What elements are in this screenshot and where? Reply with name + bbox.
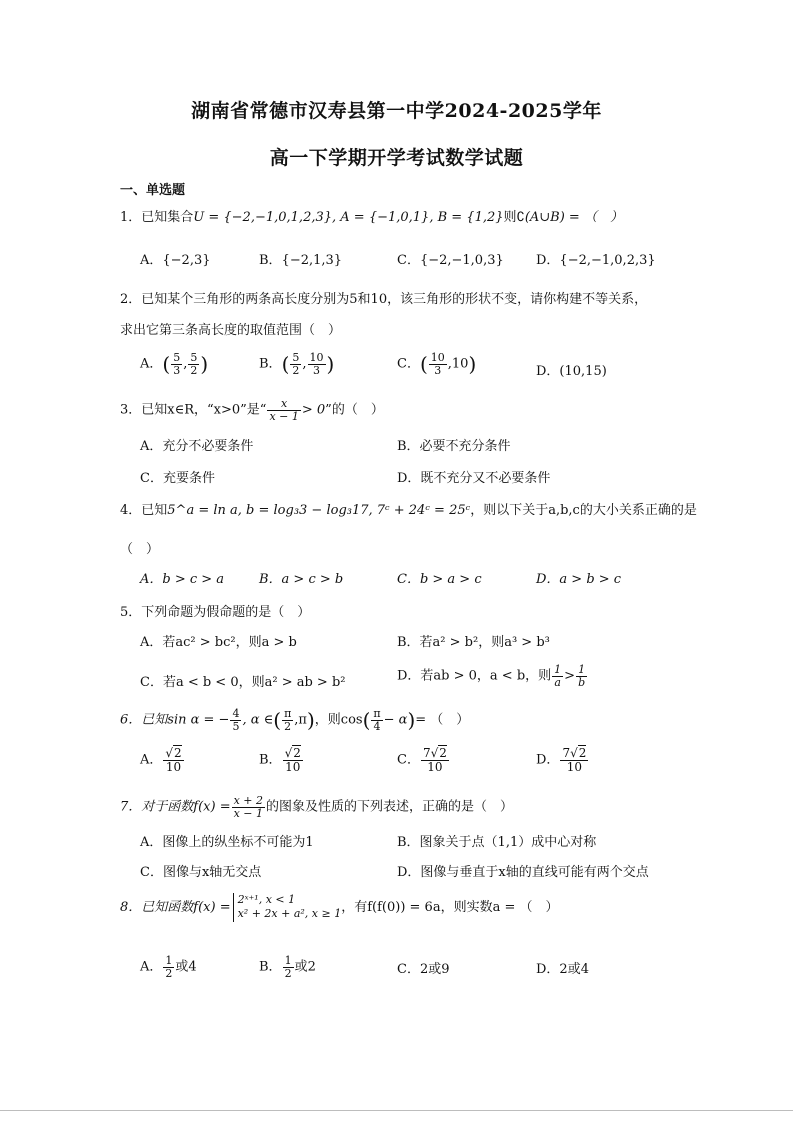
q4-option-c: C．b > a > c <box>397 572 482 587</box>
q8-option-d: D．2或4 <box>536 962 589 977</box>
q4-option-d: D．a > b > c <box>536 572 622 587</box>
q8-option-b: B． $\frac{1}{2}$ 或2 <box>259 954 316 980</box>
q1-tail2: (A∪B) = （ ） <box>524 210 623 225</box>
q6-stem: 6．已知sin α = − <box>120 712 230 728</box>
q6-option-a: A． $\frac{√2}{10}$ <box>140 746 182 774</box>
q6-tail: = （ ） <box>415 712 470 728</box>
q8-option-b-tail: 或2 <box>294 959 316 975</box>
question-1 <box>120 206 623 225</box>
q3-option-d: D．既不充分又不必要条件 <box>397 471 551 486</box>
q2-option-a: A．( $\frac{5}{3}$ , $\frac{5}{2}$ ) <box>140 351 209 377</box>
q1-option-c: C．{−2,−1,0,3} <box>397 253 504 268</box>
question-6: 6．已知sin α = − $\frac{4}{5}$ , α ∈( $\frac{\pi}{2}$ ,π)，则cos( $\frac{\pi}{4}$ − α)= （ ） <box>120 707 470 733</box>
q4-tail: ，则以下关于a,b,c的大小关系正确的是 <box>470 503 697 518</box>
q7-option-a: A．图像上的纵坐标不可能为1 <box>140 835 314 850</box>
q8-case-1: 2ˣ⁺¹, x < 1 <box>237 893 296 906</box>
q2-option-c-label: C． <box>397 356 420 372</box>
q7-stem: 7．对于函数f(x) = <box>120 799 231 815</box>
q8-case-2: x² + 2x + a², x ≥ 1 <box>237 907 342 921</box>
q8-option-a: A． $\frac{1}{2}$ 或4 <box>140 954 197 980</box>
footer-divider <box>0 1110 793 1111</box>
q8-tail: ，有f(f(0)) = 6a，则实数a = （ ） <box>341 899 559 915</box>
q1-tail: 则∁ <box>503 210 525 225</box>
section-heading: 一、单选题 <box>120 183 186 198</box>
q2-option-b: B．( $\frac{5}{2}$ , $\frac{10}{3}$ ) <box>259 351 335 377</box>
q1-stem: 1．已知集合 <box>120 210 194 225</box>
q5-option-d-label: D．若ab > 0，a < b，则 <box>397 668 552 684</box>
q2-option-d: D．(10,15) <box>536 364 607 379</box>
title-line-2: 高一下学期开学考试数学试题 <box>269 147 524 169</box>
q6-option-d-label: D． <box>536 752 560 768</box>
q7-option-b: B．图象关于点（1,1）成中心对称 <box>397 835 597 850</box>
q6-mid: ，则cos <box>314 712 363 728</box>
q1-option-d: D．{−2,−1,0,2,3} <box>536 253 656 268</box>
q3-option-a: A．充分不必要条件 <box>140 439 254 454</box>
q6-option-a-label: A． <box>140 752 163 768</box>
q6-option-c-label: C． <box>397 752 420 768</box>
question-7: 7．对于函数f(x) = $\frac{x + 2}{x - 1}$ 的图象及性质的下列表述，正确的是（ ） <box>120 794 514 820</box>
q5-option-c: C．若a < b < 0，则a² > ab > b² <box>140 675 346 690</box>
question-4-line-2: （ ） <box>120 542 160 557</box>
question-2-line-2: 求出它第三条高长度的取值范围（ ） <box>120 323 342 338</box>
q4-stem: 4．已知 <box>120 503 168 518</box>
q5-option-a: A．若ac² > bc²，则a > b <box>140 635 297 650</box>
q4-expr: 5^a = ln a, b = log₃3 − log₃17, 7ᶜ + 24ᶜ = 25ᶜ <box>167 503 471 518</box>
q6-option-b: B． $\frac{√2}{10}$ <box>259 746 301 774</box>
q2-option-a-label: A． <box>140 356 163 372</box>
q7-tail: 的图象及性质的下列表述，正确的是（ ） <box>266 799 514 815</box>
question-3: 3．已知x∈R，“x>0”是“ $\frac{x}{x - 1}$ > 0”的（ ） <box>120 397 384 423</box>
q7-option-c: C．图像与x轴无交点 <box>140 865 262 880</box>
q5-option-b: B．若a² > b²，则a³ > b³ <box>397 635 550 650</box>
q3-option-c: C．充要条件 <box>140 471 215 486</box>
question-2-line-1: 2．已知某个三角形的两条高长度分别为5和10，该三角形的形状不变，请你构建不等关系， <box>120 292 648 307</box>
question-4 <box>120 499 697 518</box>
question-8 <box>120 893 558 922</box>
q8-stem: 8．已知函数f(x) = <box>120 899 231 915</box>
question-5: 5．下列命题为假命题的是（ ） <box>120 605 311 620</box>
q3-option-b: B．必要不充分条件 <box>397 439 511 454</box>
q1-option-a: A．{−2,3} <box>140 253 211 268</box>
q6-option-c: C． $\frac{7√2}{10}$ <box>397 746 447 774</box>
q2-option-c: C．( $\frac{10}{3}$ ,10) <box>397 351 477 377</box>
q8-option-c: C．2或9 <box>397 962 450 977</box>
title-line-1: 湖南省常德市汉寿县第一中学2024-2025学年 <box>191 100 602 122</box>
q1-option-b: B．{−2,1,3} <box>259 253 343 268</box>
q5-option-d: D．若ab > 0，a < b，则 $\frac{1}{a}$ > $\frac{1}{b}$ <box>397 663 586 689</box>
q4-option-b: B．a > c > b <box>259 572 344 587</box>
q3-tail: ”的（ ） <box>325 402 384 418</box>
q6-option-b-label: B． <box>259 752 282 768</box>
q6-option-d: D． $\frac{7√2}{10}$ <box>536 746 587 774</box>
q3-stem: 3．已知x∈R，“x>0”是“ <box>120 402 267 418</box>
q2-option-b-label: B． <box>259 356 282 372</box>
q8-piecewise <box>233 893 342 922</box>
q4-option-a: A．b > c > a <box>140 572 225 587</box>
q7-option-d: D．图像与垂直于x轴的直线可能有两个交点 <box>397 865 649 880</box>
q8-option-a-tail: 或4 <box>175 959 197 975</box>
q1-sets: U = {−2,−1,0,1,2,3}, A = {−1,0,1}, B = {1,2} <box>193 210 504 225</box>
